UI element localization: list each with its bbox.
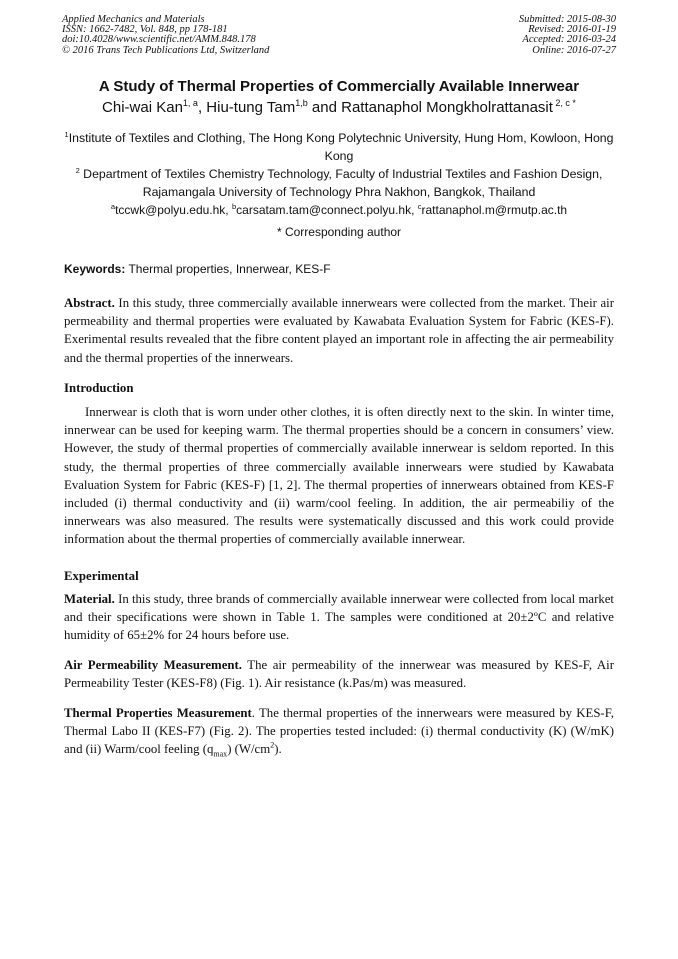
affiliation-sup: 1 [64, 129, 69, 139]
copyright-line: © 2016 Trans Tech Publications Ltd, Switzerland [62, 44, 270, 56]
submitted-date: Submitted: 2015-08-30 [518, 14, 616, 25]
accepted-date: Accepted: 2016-03-24 [522, 34, 616, 46]
author-sup: 1,b [295, 98, 308, 108]
email-sup: c [417, 202, 422, 211]
email-b[interactable]: carsatam.tam@connect.polyu.hk, [236, 203, 418, 217]
author-name: Rattanaphol Mongkholrattanasit [341, 99, 553, 116]
introduction-text: Innerwear is cloth that is worn under other clothes, it is often directly next to the skin. In winter time, innerwear can be used for keeping warm. The thermal properties should be a concern in consumers’ view. However, the study of thermal properties of commercially available innerwear is seldom reported. In this study, the thermal properties of three commercially available innerwears were studied by Kawabata Evaluation System for Fabric (KES-F) [1, 2]. The thermal properties of innerwears obtained from KES-F included (i) thermal conductivity and (ii) warm/cool feeling. In addition, the air permeabiliy of the innerwears was also measured. The results were systematically discussed and this work could provide information about the thermal properties of commercially available innerwear. [64, 405, 614, 547]
online-date: Online: 2016-07-27 [532, 44, 616, 56]
doi-line: doi:10.4028/www.scientific.net/AMM.848.178 [62, 34, 256, 46]
air-permeability-label: Air Permeability Measurement. [64, 658, 242, 672]
author-sup: 1, a [182, 98, 198, 108]
email-sup: a [110, 202, 116, 211]
keywords-text: Thermal properties, Innerwear, KES-F [125, 262, 331, 276]
journal-name: Applied Mechanics and Materials [62, 14, 205, 25]
email-c[interactable]: rattanaphol.m@rmutp.ac.th [421, 203, 568, 217]
abstract [64, 294, 614, 367]
issn-line: ISSN: 1662-7482, Vol. 848, pp 178-181 [62, 24, 228, 36]
author-name: Hiu-tung Tam [206, 99, 296, 116]
affiliation-sup: 2 [75, 165, 80, 175]
thermal-text: . The thermal properties of the innerwears were measured by KES-F, Thermal Labo II (KES-F7) (Fig. 2). The properties tested included: (i) thermal conductivity (K) (W/mK) and (ii) Warm/cool feeling (q [64, 706, 614, 757]
affiliation-2 [62, 165, 616, 201]
author-name: Chi-wai Kan [102, 99, 183, 116]
author-separator: , [197, 99, 207, 116]
corresponding-author-note: * Corresponding author [276, 225, 402, 239]
thermal-properties-label: Thermal Properties Measurement [64, 706, 252, 720]
email-sup: b [231, 202, 237, 211]
email-a[interactable]: tccwk@polyu.edu.hk, [115, 203, 232, 217]
material-text: In this study, three brands of commercially available innerwear were collected from local market and their specifications were shown in Table 1. The samples were conditioned at 20±2ºC and relative humidity of 65±2% for 24 hours before use. [64, 592, 614, 643]
affiliation-1 [62, 129, 616, 165]
air-permeability-text: The air permeability of the innerwear was measured by KES-F, Air Permeability Tester (KES-F8) (Fig. 1). Air resistance (k.Pas/m) was measured. [64, 658, 614, 691]
air-permeability-paragraph [64, 656, 614, 692]
affiliation-text: Institute of Textiles and Clothing, The Hong Kong Polytechnic University, Hung Hom, Kowloon, Hong Kong [68, 131, 614, 163]
thermal-properties-paragraph [64, 704, 614, 759]
author-separator: and [307, 99, 342, 116]
abstract-label: Abstract. [64, 296, 115, 310]
journal-header-right [519, 15, 616, 56]
qmax-subscript: max [213, 749, 228, 759]
paper-title: A Study of Thermal Properties of Commercially Available Innerwear [98, 78, 580, 95]
experimental-heading: Experimental [64, 569, 139, 583]
affiliation-text: Department of Textiles Chemistry Technology, Faculty of Industrial Textiles and Fashion Design, Rajamangala University of Technology Phra Nakhon, Bangkok, Thailand [79, 167, 603, 199]
introduction-heading: Introduction [64, 381, 134, 395]
journal-header-left [62, 15, 269, 56]
thermal-text: ) (W/cm [227, 742, 271, 757]
thermal-text: ). [274, 742, 282, 757]
unit-superscript: 2 [270, 741, 275, 751]
revised-date: Revised: 2016-01-19 [528, 24, 616, 36]
material-paragraph [64, 590, 614, 645]
author-sup: 2, c * [552, 98, 576, 108]
author-list [0, 99, 678, 116]
keywords-label: Keywords: [64, 262, 126, 276]
abstract-text: In this study, three commercially available innerwears were collected from the market. Their air permeability and thermal properties were evaluated by Kawabata Evaluation System for Fabric (KES-F). Exerimental results revealed that the fibre content played an important role in affecting the air permeability and the thermal properties of the innerwears. [64, 296, 614, 365]
material-label: Material. [64, 592, 115, 606]
keywords [64, 262, 331, 276]
author-emails [0, 203, 678, 217]
